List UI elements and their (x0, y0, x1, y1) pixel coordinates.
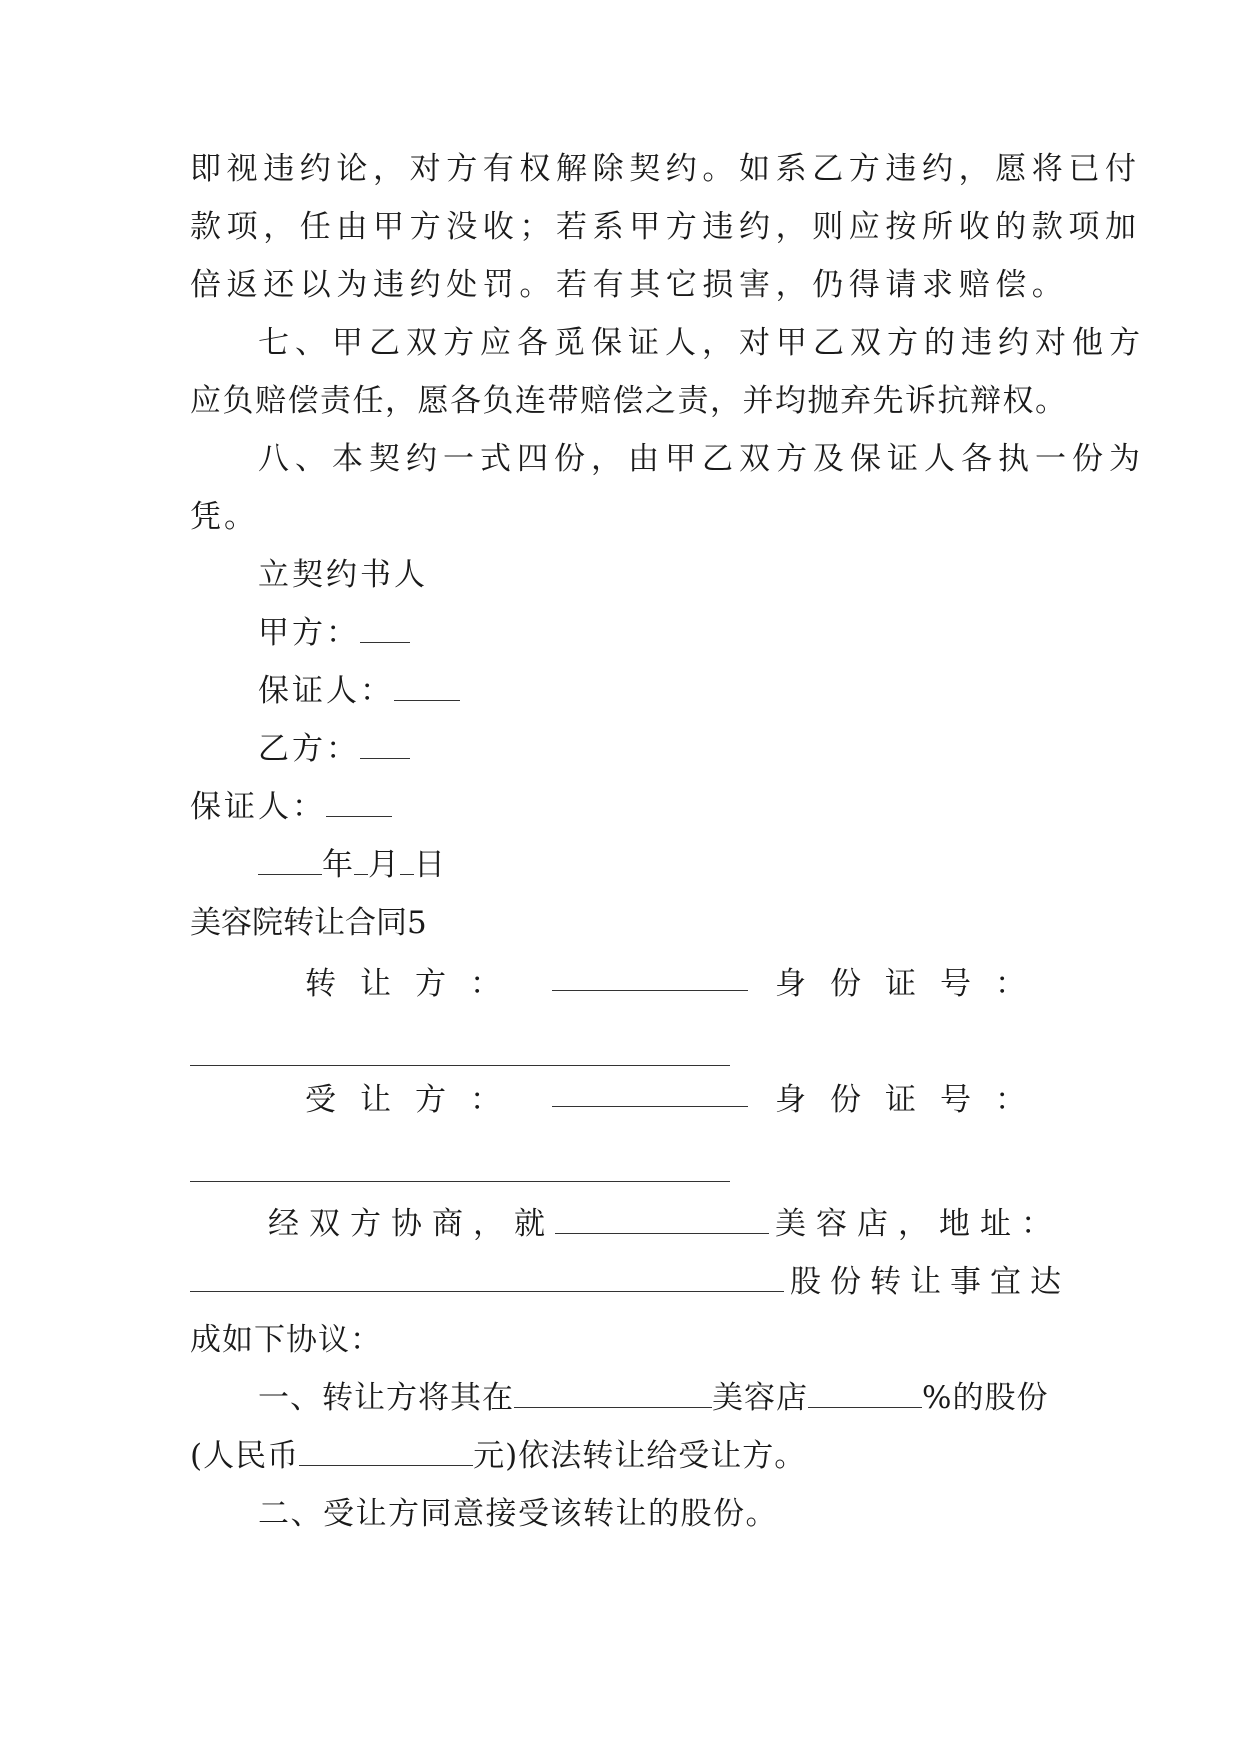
guarantor-blank (326, 790, 392, 817)
month-label: 月 (368, 847, 400, 883)
clause-line (258, 1378, 1050, 1418)
transferee-line (305, 1080, 1050, 1120)
id-blank-line (190, 1181, 730, 1182)
text: 即视违约论，对方有权解除契约。如系乙方违约，愿将已付 (190, 151, 1142, 187)
clause-line (190, 1436, 1050, 1476)
text: 美容店，地址： (775, 1206, 1062, 1242)
guarantor-line (190, 787, 1050, 827)
text: 经双方协商，就 (268, 1206, 555, 1242)
party-a-label: 甲方： (258, 615, 360, 651)
transferor-line (305, 964, 1050, 1004)
text: 一、转让方将其在 (258, 1380, 514, 1416)
paragraph-line: 凭。 (190, 499, 258, 535)
transferor-label: 转让方： (305, 966, 525, 1002)
text: (人民币 (190, 1438, 300, 1474)
text: 元)依法转让给受让方。 (473, 1438, 807, 1474)
percent-blank (808, 1381, 922, 1408)
year-blank (258, 848, 322, 875)
paragraph-line: 七、甲乙双方应各觅保证人，对甲乙双方的违约对他方 (258, 325, 1146, 361)
party-b-label: 乙方： (258, 731, 360, 767)
paragraph-line: 应负赔偿责任，愿各负连带赔偿之责，并均抛弃先诉抗辩权。 (190, 383, 1068, 419)
month-blank (354, 848, 368, 875)
id-label: 身份证号： (775, 966, 1050, 1002)
id-label: 身份证号： (775, 1082, 1050, 1118)
text: %的股份 (922, 1380, 1049, 1416)
paragraph-line: 倍返还以为违约处罚。若有其它损害，仍得请求赔偿。 (190, 267, 1069, 303)
clause-line: 二、受让方同意接受该转让的股份。 (258, 1496, 778, 1532)
agreement-line (190, 1262, 1070, 1302)
guarantor-label: 保证人： (190, 789, 326, 825)
paragraph-line (190, 149, 1142, 189)
party-a-blank (360, 616, 410, 643)
guarantor-blank (394, 674, 460, 701)
store-name-blank (514, 1381, 712, 1408)
text: 美容店 (712, 1380, 808, 1416)
guarantor-label: 保证人： (258, 673, 394, 709)
text: 股份转让事宜达 (790, 1264, 1070, 1300)
day-blank (400, 848, 414, 875)
transferor-blank (552, 964, 748, 991)
agreement-line (268, 1204, 1062, 1244)
date-line (258, 845, 1050, 885)
signature-title: 立契约书人 (258, 557, 428, 593)
agreement-line: 成如下协议： (190, 1322, 382, 1358)
transferee-blank (552, 1080, 748, 1107)
transferee-label: 受让方： (305, 1082, 525, 1118)
guarantor-line (258, 671, 1050, 711)
party-b-blank (360, 732, 410, 759)
address-blank (190, 1265, 784, 1292)
amount-blank (299, 1439, 473, 1466)
year-label: 年 (322, 847, 354, 883)
day-label: 日 (414, 847, 446, 883)
section-title: 美容院转让合同5 (190, 905, 427, 941)
id-blank-line (190, 1065, 730, 1066)
paragraph-line: 款项，任由甲方没收；若系甲方违约，则应按所收的款项加 (190, 209, 1142, 245)
store-name-blank (555, 1207, 769, 1234)
party-b-line (258, 729, 1050, 769)
paragraph-line: 八、本契约一式四份，由甲乙双方及保证人各执一份为 (258, 441, 1146, 477)
party-a-line (258, 613, 1050, 653)
